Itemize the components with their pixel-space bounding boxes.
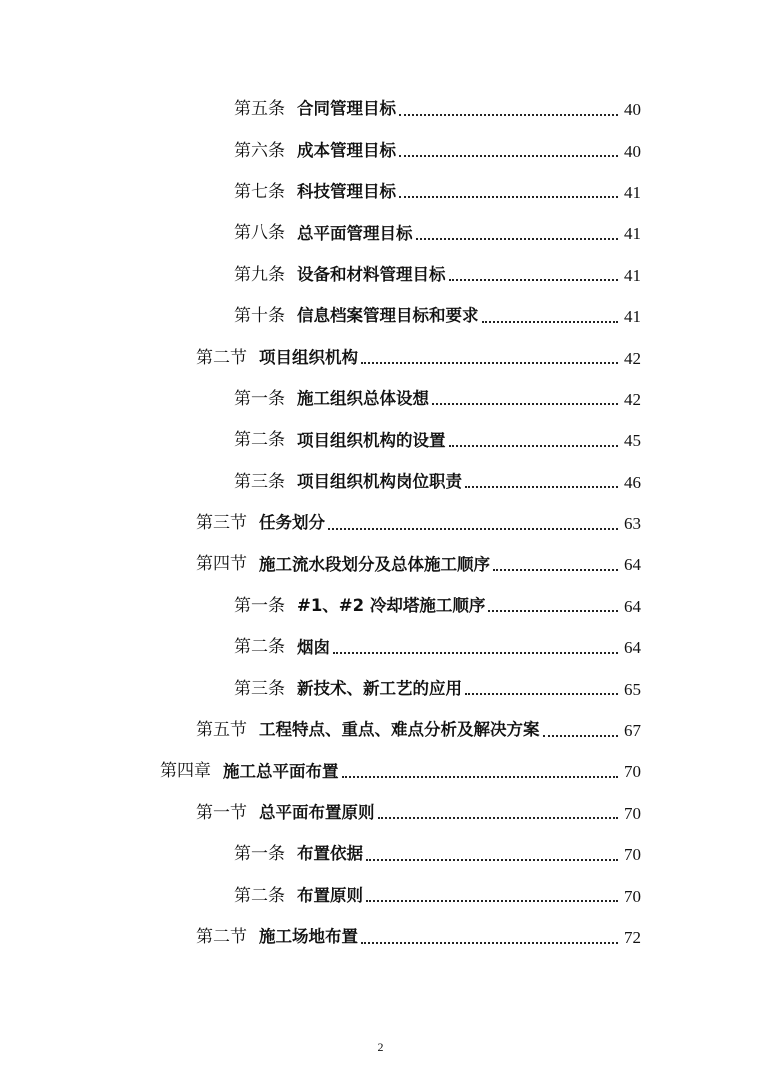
dot-leader [488,610,618,612]
toc-entry-page: 64 [624,638,641,658]
page-number: 2 [377,1040,384,1054]
toc-entry-label: 第二节 [196,347,247,368]
toc-entry-title: 施工总平面布置 [223,761,339,781]
dot-leader [416,238,619,240]
dot-leader [465,693,618,695]
dot-leader [482,321,619,323]
toc-entry-page: 41 [624,265,641,285]
toc-entry-title: 布置依据 [297,844,363,864]
toc-entry[interactable] [0,420,761,461]
toc-entry-title: 合同管理目标 [297,99,396,119]
toc-entry-title: 项目组织机构 [259,347,358,367]
toc-entry[interactable] [0,337,761,378]
toc-entry-title: 施工场地布置 [259,927,358,947]
toc-entry-label: 第二条 [234,885,285,906]
toc-entry-label: 第七条 [234,181,285,202]
dot-leader [465,486,618,488]
toc-entry-page: 40 [624,100,641,120]
toc-entry[interactable] [0,130,761,171]
dot-leader [378,817,619,819]
toc-entry-page: 70 [624,845,641,865]
dot-leader [328,528,618,530]
toc-entry-label: 第八条 [234,223,285,244]
toc-entry-title: 施工组织总体设想 [297,389,429,409]
toc-entry[interactable] [0,296,761,337]
toc-entry[interactable] [0,213,761,254]
toc-entry[interactable] [0,255,761,296]
toc-entry-label: 第一节 [196,802,247,823]
toc-entry-label: 第五节 [196,720,247,741]
toc-entry-label: 第五条 [234,99,285,120]
toc-entry-label: 第一条 [234,388,285,409]
toc-entry-label: 第四节 [196,554,247,575]
toc-entry-page: 41 [624,182,641,202]
toc-entry[interactable] [0,710,761,751]
toc-entry-page: 72 [624,928,641,947]
toc-entry-label: 第十条 [234,306,285,327]
toc-entry[interactable] [0,834,761,875]
toc-entry[interactable] [0,379,761,420]
toc-entry[interactable] [0,586,761,627]
toc-entry[interactable] [0,462,761,503]
toc-entry[interactable] [0,917,761,958]
toc-entry-label: 第四章 [160,761,211,782]
toc-entry-title: 总平面管理目标 [297,223,413,243]
dot-leader [543,735,619,737]
toc-entry-title: 施工流水段划分及总体施工顺序 [259,554,490,574]
dot-leader [399,196,618,198]
toc-entry-page: 42 [624,348,641,368]
dot-leader [366,900,618,902]
toc-entry-title: 烟囱 [297,637,330,657]
toc-entry[interactable] [0,875,761,916]
toc-entry-page: 45 [624,431,641,451]
toc-entry-title: 信息档案管理目标和要求 [297,306,479,326]
toc-entry-title: 项目组织机构岗位职责 [297,471,462,491]
toc-entry[interactable] [0,627,761,668]
dot-leader [493,569,618,571]
dot-leader [399,114,618,116]
toc-entry-label: 第九条 [234,264,285,285]
toc-entry-label: 第六条 [234,140,285,161]
dot-leader [333,652,618,654]
toc-entry-title: 成本管理目标 [297,140,396,160]
toc-entry[interactable] [0,503,761,544]
table-of-contents [0,89,761,958]
toc-entry[interactable] [0,668,761,709]
toc-entry-title: 设备和材料管理目标 [297,265,446,284]
toc-entry-title: 工程特点、重点、难点分析及解决方案 [259,720,540,740]
toc-entry-label: 第一条 [234,844,285,865]
dot-leader [399,155,618,157]
toc-entry-title: 布置原则 [297,885,363,905]
toc-entry-page: 64 [624,596,641,616]
dot-leader [432,403,618,405]
toc-entry-page: 70 [624,762,641,782]
toc-entry-page: 67 [624,721,641,741]
toc-entry[interactable] [0,89,761,130]
toc-entry-page: 70 [624,803,641,823]
toc-entry-page: 63 [624,514,641,534]
toc-entry-page: 41 [624,307,641,327]
dot-leader [361,942,618,944]
toc-entry-title: 总平面布置原则 [259,803,375,823]
toc-entry-title: 科技管理目标 [297,182,396,202]
toc-entry-page: 41 [624,224,641,244]
dot-leader [449,279,619,281]
toc-entry[interactable] [0,544,761,585]
toc-entry-page: 42 [624,389,641,409]
toc-entry-page: 64 [624,555,641,575]
toc-entry-page: 70 [624,886,641,906]
toc-entry-label: 第一条 [234,595,285,616]
toc-entry-title: #1、#2 冷却塔施工顺序 [297,596,486,616]
dot-leader [449,445,619,447]
dot-leader [366,859,618,861]
toc-entry-label: 第三条 [234,678,285,699]
toc-entry-page: 40 [624,141,641,161]
toc-entry-title: 新技术、新工艺的应用 [297,678,462,698]
toc-entry-title: 项目组织机构的设置 [297,430,446,450]
toc-entry-label: 第三条 [234,471,285,492]
dot-leader [342,776,619,778]
toc-entry[interactable] [0,793,761,834]
toc-entry-page: 46 [624,472,641,492]
toc-entry-page: 65 [624,679,641,699]
toc-entry-label: 第二条 [234,637,285,658]
dot-leader [361,362,618,364]
toc-entry-title: 任务划分 [259,513,325,533]
toc-entry[interactable] [0,751,761,792]
toc-entry-label: 第二条 [234,430,285,451]
toc-entry[interactable] [0,172,761,213]
toc-entry-label: 第三节 [196,513,247,534]
toc-entry-label: 第二节 [196,927,247,947]
